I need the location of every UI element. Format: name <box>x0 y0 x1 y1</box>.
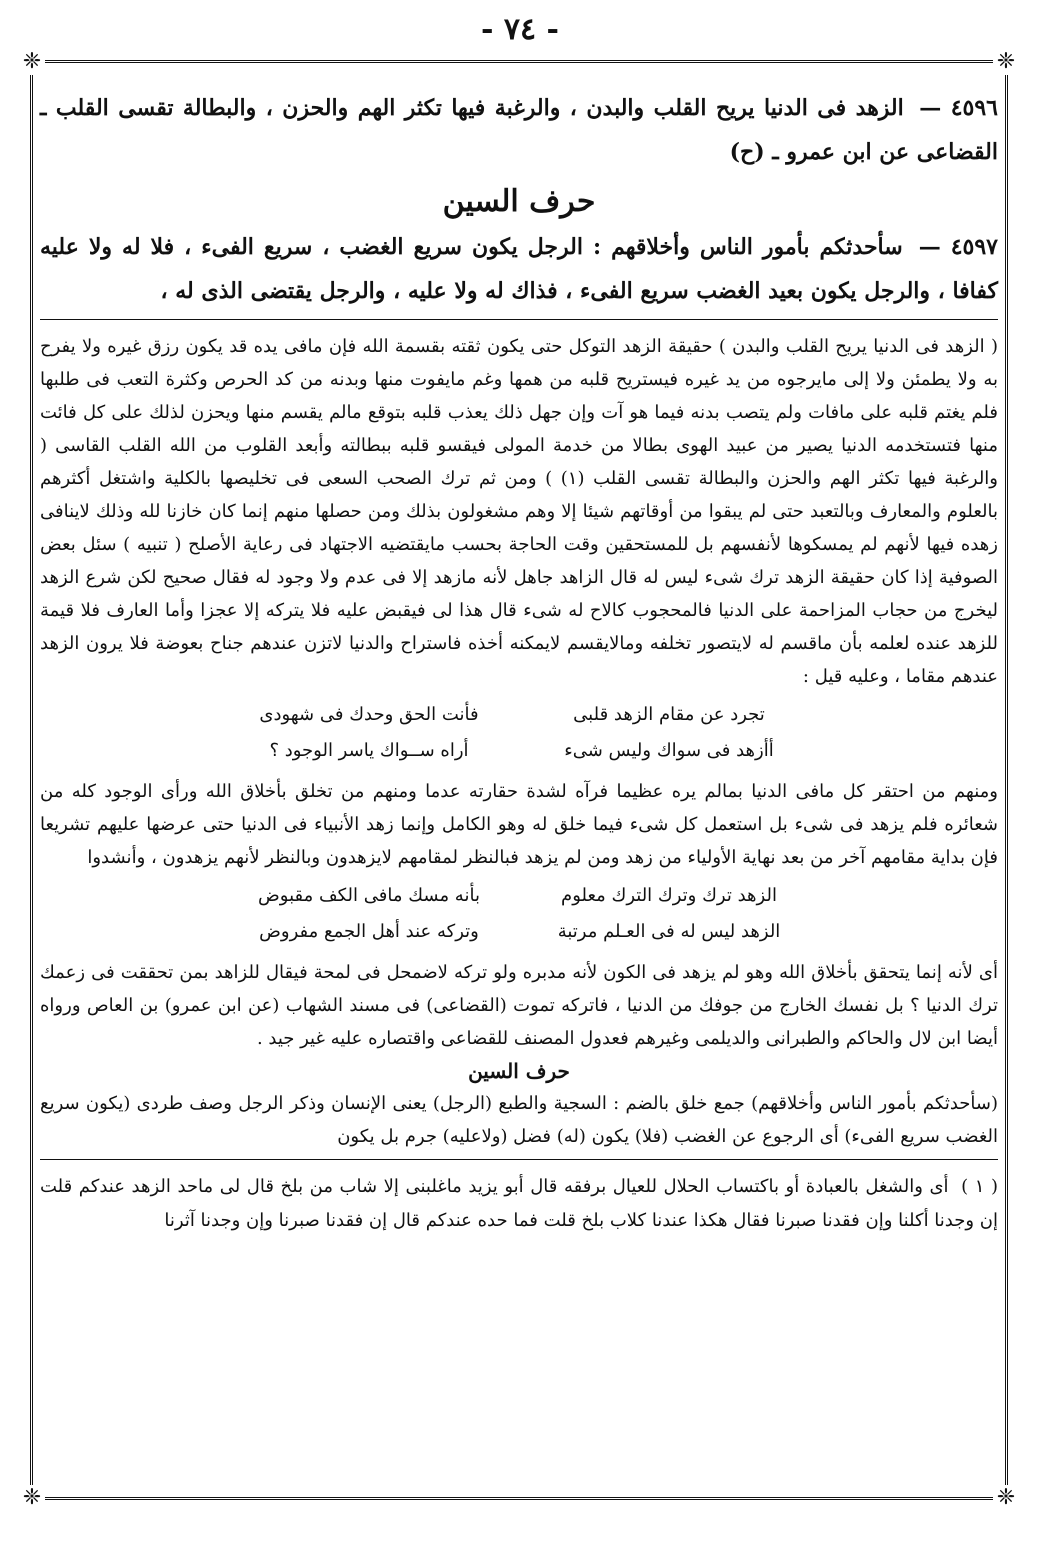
hadith-4597 <box>40 225 998 313</box>
verse-hemistich: وتركه عند أهل الجمع مفروض <box>259 921 479 942</box>
corner-ornament-icon: ❈ <box>993 1485 1019 1511</box>
commentary-paragraph: أى لأنه إنما يتحقق بأخلاق الله وهو لم يزهد فى الكون لأنه مدبره ولو تركه لاضمحل فى لمحة فيقال للزاهد بمن تحققت فى زعمك ترك الدنيا ؟ بل نفسك الخارج من جوفك من الدنيا ، فاتركه تموت (القضاعى) فى مسند الشهاب (عن ابن عمرو) بن العاص ورواه أيضا ابن لال والحاكم والطبرانى والديلمى وغيرهم فعدول المصنف للقضاعى واقتصاره عليه غير جيد . <box>40 962 998 1049</box>
corner-ornament-icon: ❈ <box>993 49 1019 75</box>
hadith-text: سأحدثكم بأمور الناس وأخلاقهم : الرجل يكون سريع الغضب ، سريع الفىء ، فلا له ولا عليه كفافا ، والرجل يكون بعيد الغضب سريع الفىء ، فذاك له ولا عليه ، والرجل يقتضى الذى له ، <box>40 234 998 304</box>
poem-verse <box>40 878 998 914</box>
verse-hemistich: أأزهد فى سواك وليس شىء <box>564 740 774 761</box>
poem-verse <box>40 914 998 950</box>
hadith-text: الزهد فى الدنيا يريح القلب والبدن ، والرغبة فيها تكثر الهم والحزن ، والبطالة تقسى القلب ـ القضاعى عن ابن عمرو ـ (ح) <box>40 95 998 165</box>
verse-hemistich: الزهد ليس له فى العـلم مرتبة <box>557 921 781 942</box>
commentary-paragraph: (سأحدثكم بأمور الناس وأخلاقهم) جمع خلق بالضم : السجية والطبع (الرجل) يعنى الإنسان وذكر الرجل وصف طردى (يكون سريع الغضب سريع الفىء) أى الرجوع عن الغضب (فلا) يكون (له) فضل (ولاعليه) جرم بل يكون <box>40 1093 998 1147</box>
corner-ornament-icon: ❈ <box>19 1485 45 1511</box>
poem-verse <box>40 733 998 769</box>
hadith-4596 <box>40 86 998 174</box>
poem-block <box>40 878 998 950</box>
verse-hemistich: فأنت الحق وحدك فى شهودى <box>259 704 479 725</box>
verse-hemistich: أراه ســواك ياسر الوجود ؟ <box>269 740 469 761</box>
page-number: - ٧٤ - <box>480 12 560 47</box>
corner-ornament-icon: ❈ <box>19 49 45 75</box>
poem-block <box>40 697 998 769</box>
commentary-paragraph: ومنهم من احتقر كل مافى الدنيا بمالم يره عظيما فرآه لشدة حقارته عدما ومنهم من تخلق بأخلاق الله ورأى الوجود كله من شعائره فلم يزهد فى شىء بل استعمل كل شىء فيما خلق له وهو الكامل وإنما زهد الأنبياء فى الدنيا حتى عرضها عليهم تشريعا فإن بداية مقامهم آخر من بعد نهاية الأولياء من زهد ومن لم يزهد فبالنظر لمقامهم لايزهدون وبالنظر لأنهم يزهدون ، وأنشدوا <box>40 781 998 868</box>
commentary-paragraph: ( الزهد فى الدنيا يريح القلب والبدن ) حقيقة الزهد التوكل حتى يكون ثقته بقسمة الله فإن مافى يده قد يكون رزق غيره ولا يفرح به ولا يطمئن ولا إلى مايرجوه من يد غيره فيستريح قلبه من همها وغم مايفوت منها وبدنه من كد الحرص وكثرة التعب فى طلبها فلم يغتم قلبه على مافات ولم يتصب بدنه فيما هو آت وإن جهل ذلك يعذب قلبه بتوقع مالم يقسم منها ويحزن لذلك على كل فائت منها فتستخدمه الدنيا يصير من عبيد الهوى بطالا من خدمة المولى فيقسو قلبه ببطالته وأبعد القلوب من الله القلب القاسى ( والرغبة فيها تكثر الهم والحزن والبطالة تقسى القلب (١) ) ومن ثم ترك الصحب السعى فى تخليصها بالكلية واشتغل أكثرهم بالعلوم والمعارف وبالتعبد حتى لم يبقوا من أوقاتهم شيئا إلا وهم مشغولون بذلك ومن حصلها منهم إنما كان خازنا لله وذلك لاينافى زهده فيها لأنهم لم يمسكوها لأنفسهم بل للمستحقين وقت الحاجة بحسب مايقتضيه الاجتهاد فى رعاية الأصلح ( تنبيه ) سئل بعض الصوفية إذا كان حقيقة الزهد ترك شىء ليس له قال الزاهد جاهل لأنه مازهد إلا فى عدم ولا وجود له فقال صحيح لكن شرع الزهد ليخرج من حجاب المزاحمة على الدنيا فالمحجوب كالاح له شىء قال هذا لى فيقبض عليه فلا يتركه إلا عجزا وأما العارف فلا قيمة للزهد عنده لعلمه بأن ماقسم له لايتصور تخلفه ومالايقسم لايمكنه أخذه فاستراح والدنيا لاتزن عندهم جناح بعوضة فلا يرون الزهد عندهم مقاما ، وعليه قيل : <box>40 336 998 687</box>
section-heading: حرف السين <box>442 184 596 219</box>
separator-line <box>40 1159 998 1160</box>
verse-hemistich: الزهد ترك وترك الترك معلوم <box>561 885 777 906</box>
separator-line <box>40 319 998 320</box>
commentary-section-heading: حرف السين <box>468 1059 570 1083</box>
footnote-text: أى والشغل بالعبادة أو باكتساب الحلال للعيال برفقه قال أبو يزيد ماغلبنى إلا شاب من بلخ قال لى ماحد الزهد عندكم قلت إن وجدنا أكلنا وإن فقدنا صبرنا فقال هكذا عندنا كلاب بلخ قلت فما حده عندكم قال إن فقدنا صبرنا وإن وجدنا آثرنا <box>40 1176 998 1231</box>
page-content <box>40 86 998 1238</box>
verse-hemistich: تجرد عن مقام الزهد قلبى <box>573 704 765 725</box>
verse-hemistich: بأنه مسك مافى الكف مقبوض <box>258 885 480 906</box>
hadith-number: ٤٥٩٧ — <box>918 234 998 260</box>
footnote-mark: ( ١ ) <box>961 1176 998 1197</box>
hadith-number: ٤٥٩٦ — <box>919 95 998 121</box>
footnote <box>40 1170 998 1238</box>
poem-verse <box>40 697 998 733</box>
